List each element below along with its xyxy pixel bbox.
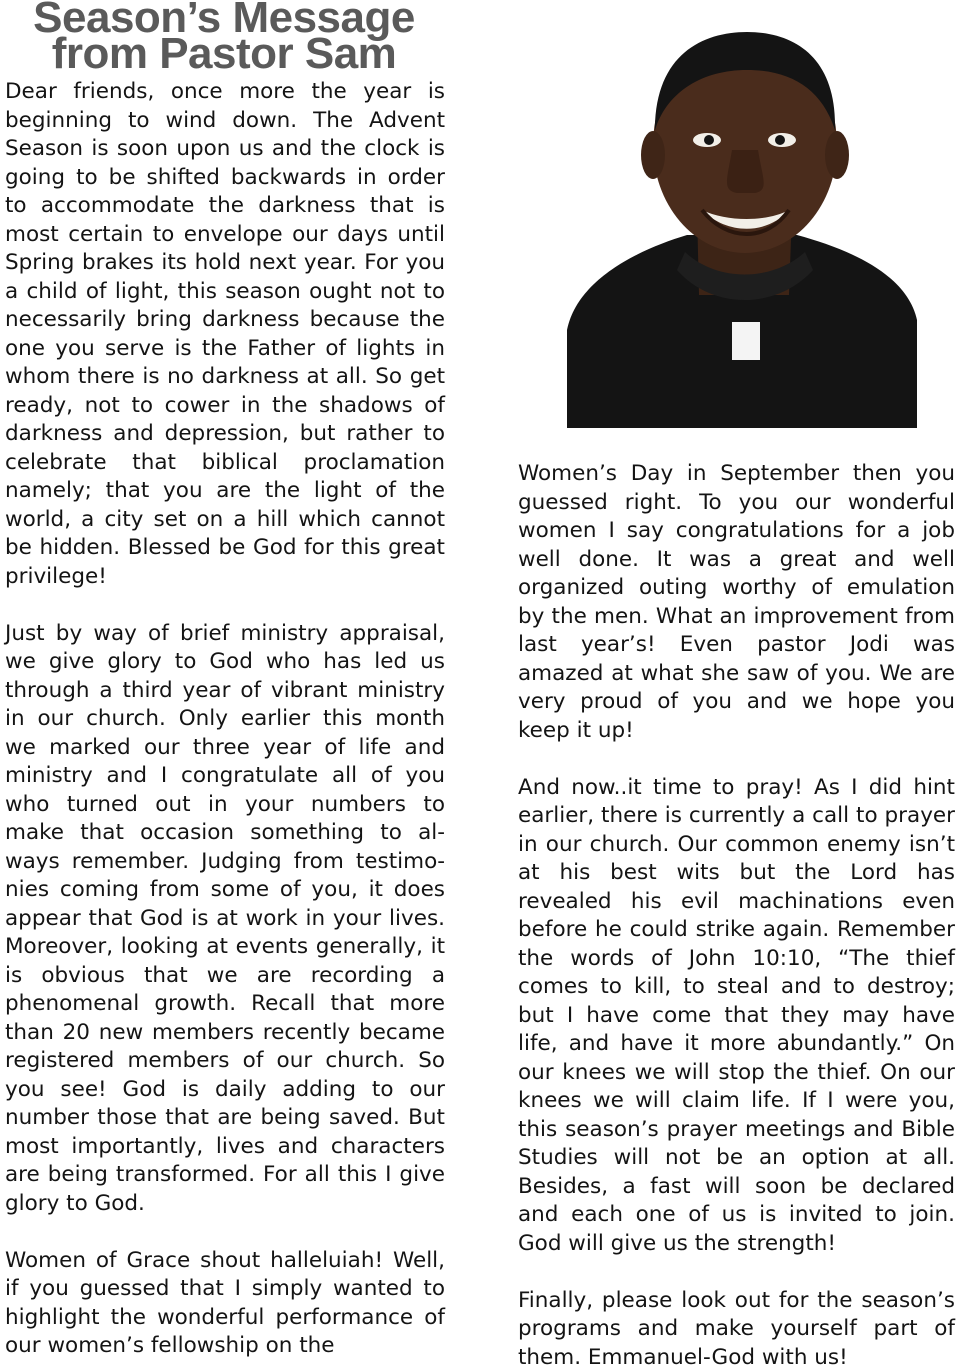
- paragraph-call-to-prayer: And now..it time to pray! As I did hint earlier, there is currently a call to prayer in our church. Our common enemy isn’t at his best wits but the Lord has revealed his evil machinations even before he could strike again. Remember the words of John 10:10, “The thief comes to kill, to steal and to destroy; but I have come that they may have life, and have it more abundantly.” On our knees we will stop the thief. On our knees we will claim life. If I were you, this season’s prayer meetings and Bible Studies will not be an option at all. Besides, a fast will soon be declared and each one of us is invited to join. God will give us the strength!: [518, 774, 955, 1259]
- page-title: [4, 0, 444, 72]
- paragraph-womens-day: Women’s Day in September then you guessed right. To you our wonderful women I say congratulations for a job well done. It was a great and well organized outing worthy of emulation by the men. What an improvement from last year’s! Even pastor Jodi was amazed at what she saw of you. We are very proud of you and we hope you keep it up!: [518, 460, 955, 745]
- title-line-1: Season’s Message: [33, 0, 415, 42]
- right-column: [518, 460, 955, 1372]
- paragraph-closing: Finally, please look out for the season’s programs and make yourself part of them. Emmanuel-God with us!: [518, 1287, 955, 1372]
- portrait-illustration: [567, 30, 917, 428]
- pastor-portrait-photo: [567, 30, 917, 428]
- paragraph-women-of-grace: Women of Grace shout halleluiah! Well, if you guessed that I simply wanted to highlight the wonderful performance of our women’s fellowship on the: [5, 1247, 445, 1361]
- title-line-2: from Pastor Sam: [52, 29, 397, 78]
- left-column: [5, 78, 445, 1361]
- paragraph-ministry-appraisal: Just by way of brief ministry appraisal, we give glory to God who has led us through a third year of vibrant ministry in our church. Only earlier this month we marked our three year of life and ministry and I congratulate all of you who turned out in your numbers to make that occasion something to always remember. Judging from testimonies coming from some of you, it does appear that God is at work in your lives. Moreover, looking at events generally, it is obvious that we are recording a phenomenal growth. Recall that more than 20 new members recently became registered members of our church. So you see! God is daily adding to our number those that are being saved. But most importantly, lives and characters are being transformed. For all this I give glory to God.: [5, 620, 445, 1219]
- paragraph-intro: Dear friends, once more the year is beginning to wind down. The Advent Season is soon upon us and the clock is going to be shifted backwards in order to accommodate the darkness that is most certain to envelope our days until Spring brakes its hold next year. For you a child of light, this season ought not to necessarily bring darkness because the one you serve is the Father of lights in whom there is no darkness at all. So get ready, not to cower in the shadows of darkness and depression, but rather to celebrate that biblical proclamation namely; that you are the light of the world, a city set on a hill which cannot be hidden. Blessed be God for this great privilege!: [5, 78, 445, 591]
